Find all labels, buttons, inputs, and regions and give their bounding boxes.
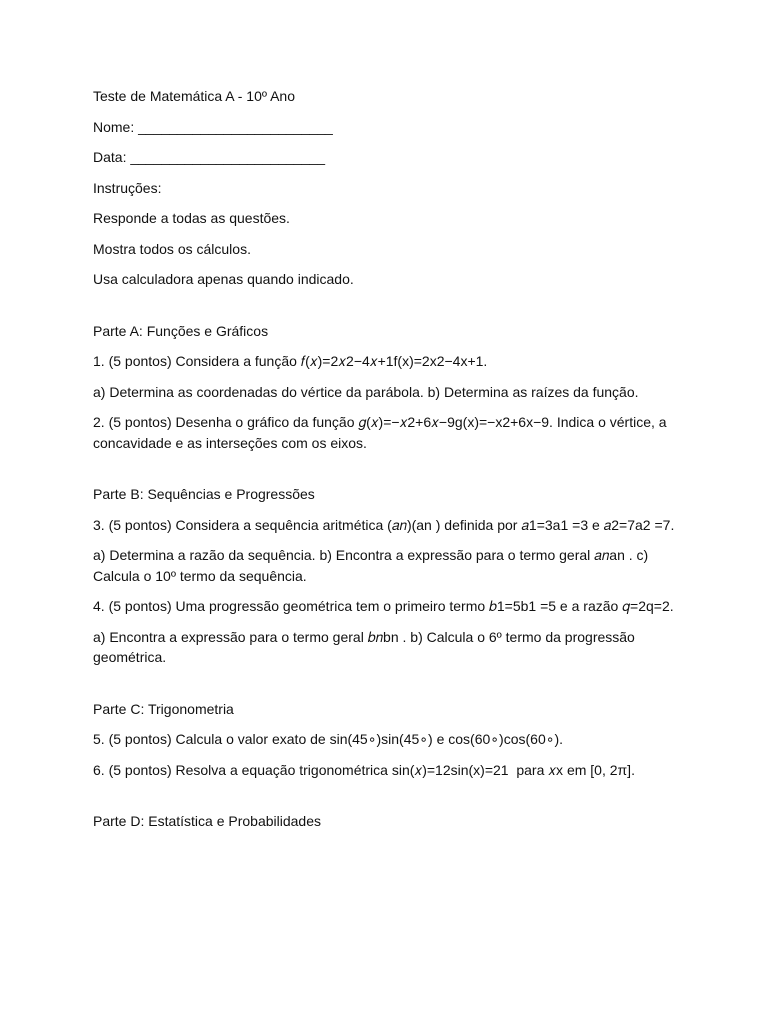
question-4-subitems: a) Encontra a expressão para o termo geral 𝑏𝑛bn . b) Calcula o 6º termo da progressão geométrica. [93, 628, 639, 665]
name-field: Nome: _________________________ [93, 118, 333, 135]
section-spacer [93, 463, 693, 484]
instruction-item: Responde a todas as questões. [93, 210, 290, 226]
section-spacer [93, 300, 693, 321]
section-spacer [93, 678, 693, 699]
document-content [93, 86, 693, 842]
question-6: 6. (5 pontos) Resolva a equação trigonométrica sin(𝑥)=12sin(x)=21 para 𝑥x em [0, 2π]. [93, 761, 635, 778]
instruction-item: Mostra todos os cálculos. [93, 240, 251, 257]
instruction-item: Usa calculadora apenas quando indicado. [93, 271, 354, 287]
part-b-heading: Parte B: Sequências e Progressões [93, 486, 315, 502]
question-3: 3. (5 pontos) Considera a sequência aritmética (𝑎𝑛)(an ) definida por 𝑎1=3a1 =3 e 𝑎2=7a2 =7. [93, 516, 675, 533]
question-2: 2. (5 pontos) Desenha o gráfico da função 𝑔(𝑥)=−𝑥2+6𝑥−9g(x)=−x2+6x−9. Indica o vértice, a concavidade e as interseções com os eixos. [93, 414, 671, 451]
part-a-heading: Parte A: Funções e Gráficos [93, 322, 269, 339]
question-3-subitems: a) Determina a razão da sequência. b) Encontra a expressão para o termo geral 𝑎𝑛an . c) Calcula o 10º termo da sequência. [93, 547, 653, 584]
date-field: Data: _________________________ [93, 149, 326, 165]
instructions-heading: Instruções: [93, 179, 162, 196]
question-1-subitems: a) Determina as coordenadas do vértice da parábola. b) Determina as raízes da função. [93, 383, 639, 400]
section-spacer [93, 790, 693, 811]
part-c-heading: Parte C: Trigonometria [93, 700, 234, 717]
question-1: 1. (5 pontos) Considera a função 𝑓(𝑥)=2𝑥2−4𝑥+1f(x)=2x2−4x+1. [93, 353, 488, 369]
question-4: 4. (5 pontos) Uma progressão geométrica tem o primeiro termo 𝑏1=5b1 =5 e a razão 𝑞=2q=2. [93, 598, 674, 614]
test-title: Teste de Matemática A - 10º Ano [93, 88, 296, 104]
question-5: 5. (5 pontos) Calcula o valor exato de sin(45∘)sin(45∘) e cos(60∘)cos(60∘). [93, 731, 564, 747]
part-d-heading: Parte D: Estatística e Probabilidades [93, 813, 322, 829]
